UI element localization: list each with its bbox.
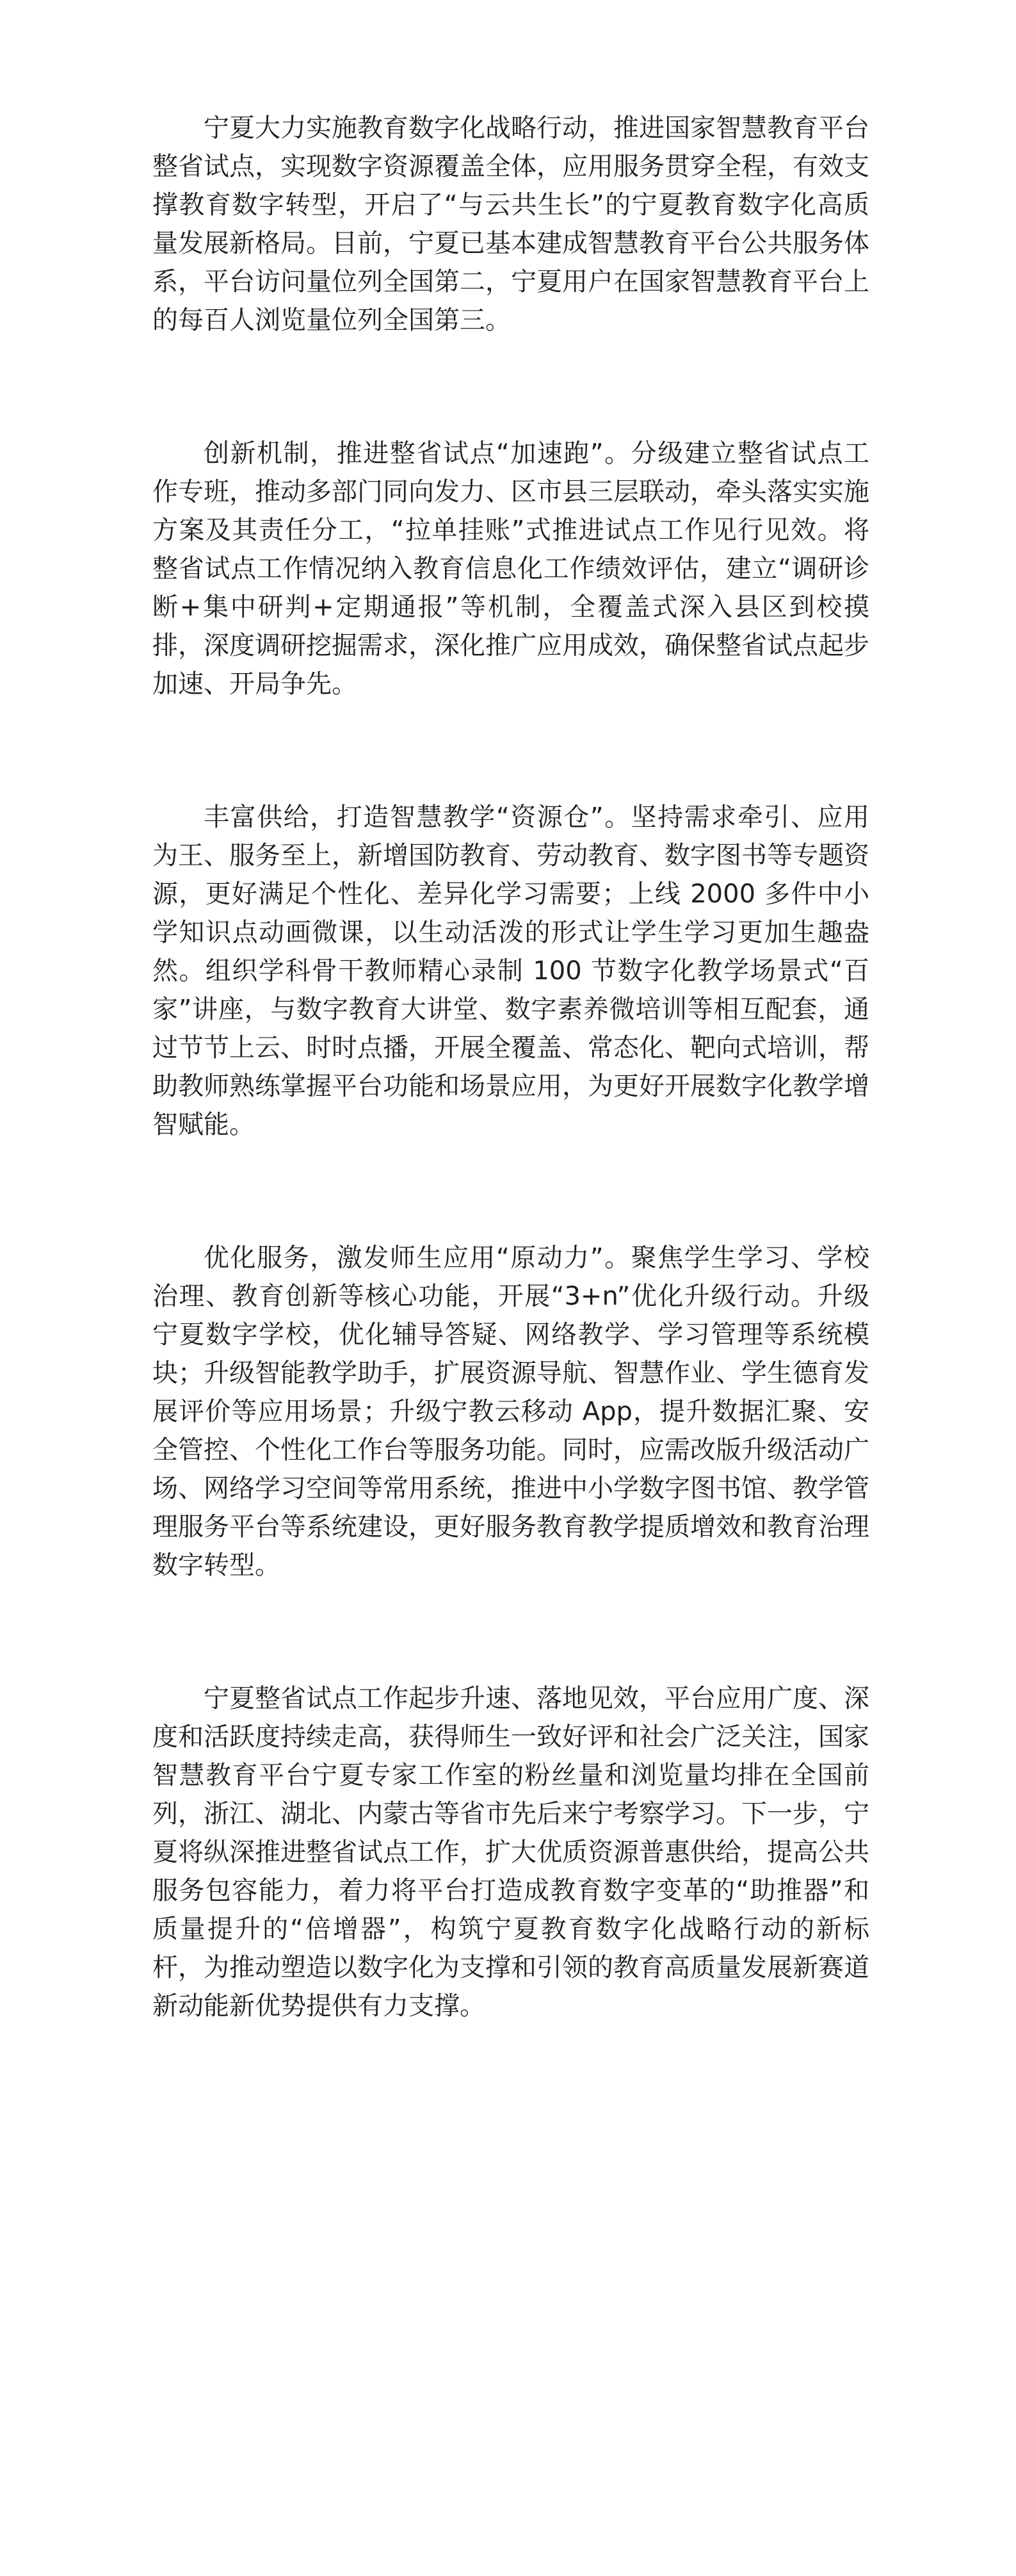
- paragraph-intro: 宁夏大力实施教育数字化战略行动，推进国家智慧教育平台整省试点，实现数字资源覆盖全体，应用服务贯穿全程，有效支撑教育数字转型，开启了“与云共生长”的宁夏教育数字化高质量发展新格局。目前，宁夏已基本建成智慧教育平台公共服务体系，平台访问量位列全国第二，宁夏用户在国家智慧教育平台上的每百人浏览量位列全国第三。: [152, 113, 869, 335]
- paragraph-services: 优化服务，激发师生应用“原动力”。聚焦学生学习、学校治理、教育创新等核心功能，开展“3+n”优化升级行动。升级宁夏数字学校，优化辅导答疑、网络教学、学习管理等系统模块；升级智能教学助手，扩展资源导航、智慧作业、学生德育发展评价等应用场景；升级宁教云移动 App，提升数据汇聚、安全管控、个性化工作台等服务功能。同时，应需改版升级活动广场、网络学习空间等常用系统，推进中小学数字图书馆、教学管理服务平台等系统建设，更好服务教育教学提质增效和教育治理数字转型。: [152, 1243, 869, 1580]
- paragraph-mechanism: 创新机制，推进整省试点“加速跑”。分级建立整省试点工作专班，推动多部门同向发力、区市县三层联动，牵头落实实施方案及其责任分工，“拉单挂账”式推进试点工作见行见效。将整省试点工作情况纳入教育信息化工作绩效评估，建立“调研诊断+集中研判+定期通报”等机制，全覆盖式深入县区到校摸排，深度调研挖掘需求，深化推广应用成效，确保整省试点起步加速、开局争先。: [152, 439, 869, 699]
- paragraph-outcome: 宁夏整省试点工作起步升速、落地见效，平台应用广度、深度和活跃度持续走高，获得师生一致好评和社会广泛关注，国家智慧教育平台宁夏专家工作室的粉丝量和浏览量均排在全国前列，浙江、湖北、内蒙古等省市先后来宁考察学习。下一步，宁夏将纵深推进整省试点工作，扩大优质资源普惠供给，提高公共服务包容能力，着力将平台打造成教育数字变革的“助推器”和质量提升的“倍增器”，构筑宁夏教育数字化战略行动的新标杆，为推动塑造以数字化为支撑和引领的教育高质量发展新赛道新动能新优势提供有力支撑。: [152, 1684, 869, 2021]
- paragraph-resources: 丰富供给，打造智慧教学“资源仓”。坚持需求牵引、应用为王、服务至上，新增国防教育、劳动教育、数字图书等专题资源，更好满足个性化、差异化学习需要；上线 2000 多件中小学知识点动画微课，以生动活泼的形式让学生学习更加生趣盎然。组织学科骨干教师精心录制 100 节数字化教学场景式“百家”讲座，与数字教育大讲堂、数字素养微培训等相互配套，通过节节上云、时时点播，开展全覆盖、常态化、靶向式培训，帮助教师熟练掌握平台功能和场景应用，为更好开展数字化教学增智赋能。: [152, 803, 869, 1139]
- article-body: [152, 109, 869, 2025]
